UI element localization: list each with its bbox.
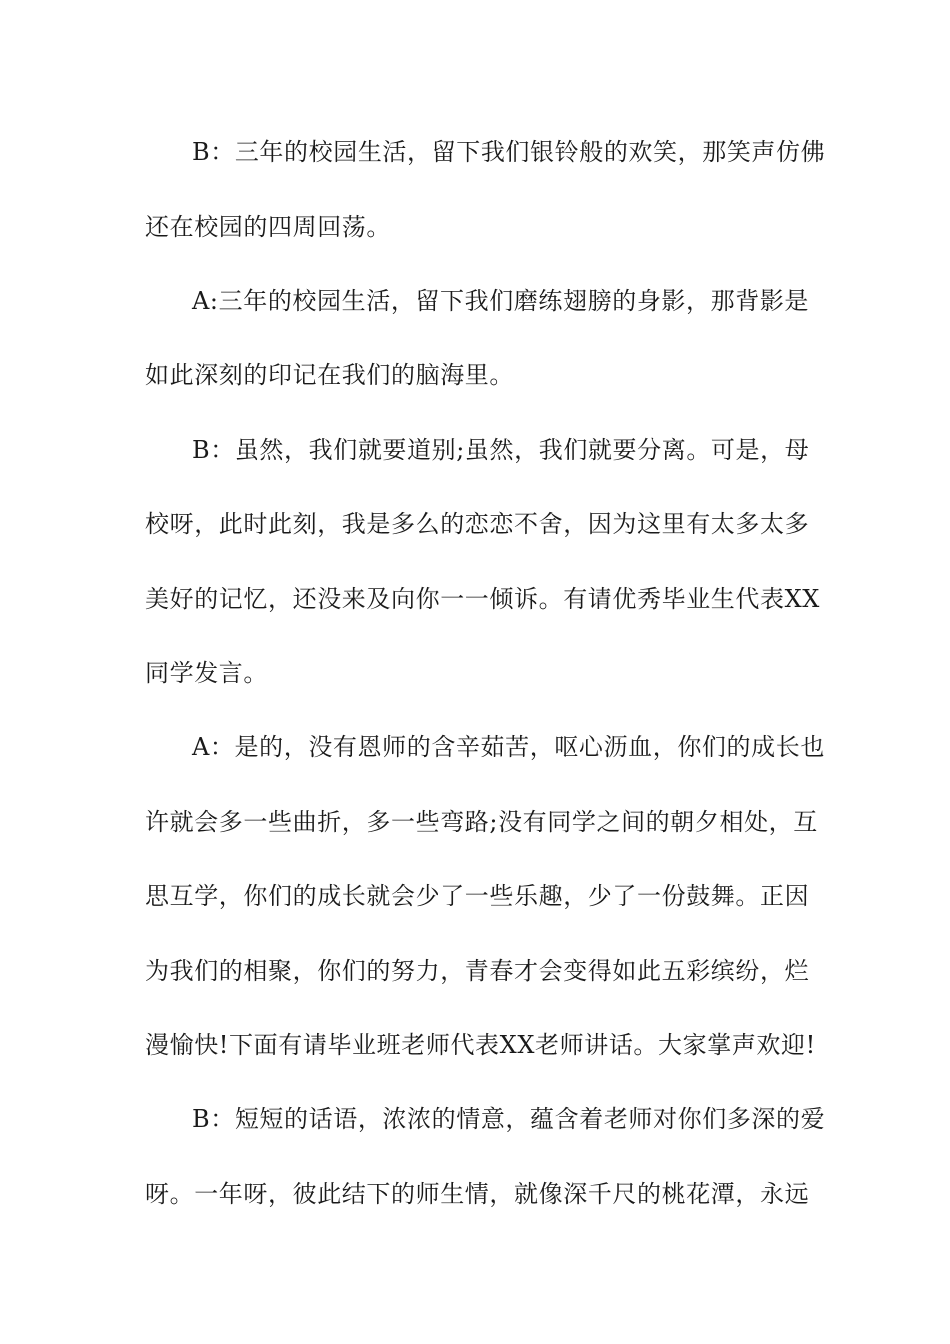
text-line: B：短短的话语，浓浓的情意，蕴含着老师对你们多深的爱 <box>192 1105 826 1133</box>
text-line: B：三年的校园生活，留下我们银铃般的欢笑，那笑声仿佛 <box>192 138 826 166</box>
text-line: 思互学，你们的成长就会少了一些乐趣，少了一份鼓舞。正因 <box>145 882 810 910</box>
text-line: 同学发言。 <box>145 659 268 687</box>
text-line: 许就会多一些曲折，多一些弯路;没有同学之间的朝夕相处，互 <box>145 808 818 836</box>
text-line: 呀。一年呀，彼此结下的师生情，就像深千尺的桃花潭，永远 <box>145 1180 810 1208</box>
text-line: A:三年的校园生活，留下我们磨练翅膀的身影，那背影是 <box>192 287 810 315</box>
text-line: A：是的，没有恩师的含辛茹苦，呕心沥血，你们的成长也 <box>192 733 825 761</box>
text-line: B：虽然，我们就要道别;虽然，我们就要分离。可是，母 <box>192 436 810 464</box>
text-line: 美好的记忆，还没来及向你一一倾诉。有请优秀毕业生代表XX <box>145 585 820 613</box>
text-line: 为我们的相聚，你们的努力，青春才会变得如此五彩缤纷，烂 <box>145 957 810 985</box>
text-line: 漫愉快!下面有请毕业班老师代表XX老师讲话。大家掌声欢迎! <box>145 1031 816 1059</box>
text-line: 还在校园的四周回荡。 <box>145 213 391 241</box>
text-line: 如此深刻的印记在我们的脑海里。 <box>145 361 514 389</box>
text-line: 校呀，此时此刻，我是多么的恋恋不舍，因为这里有太多太多 <box>145 510 810 538</box>
